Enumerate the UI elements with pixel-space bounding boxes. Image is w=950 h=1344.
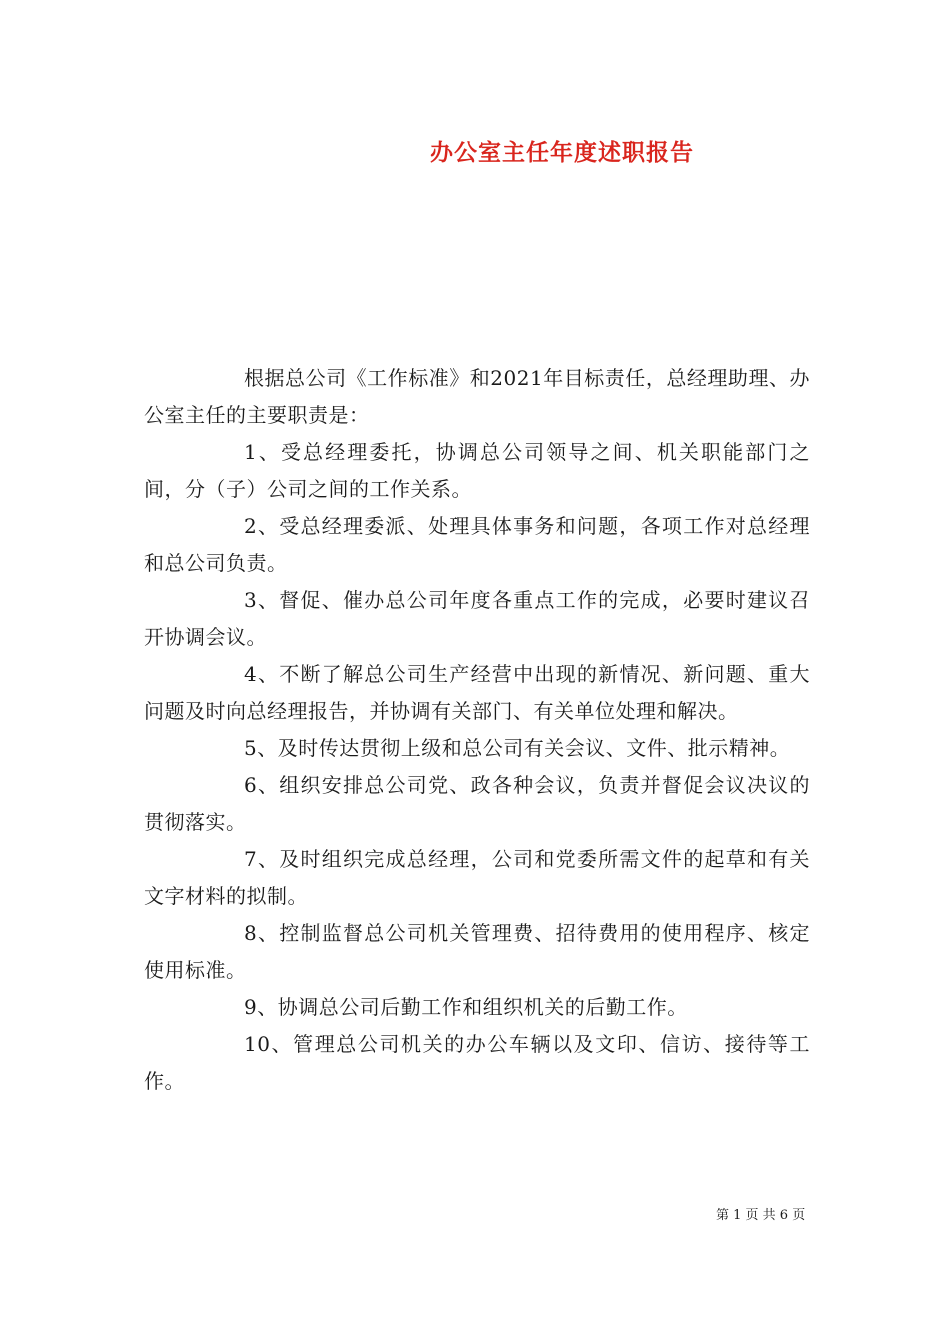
paragraph-item-5: 5、及时传达贯彻上级和总公司有关会议、文件、批示精神。 xyxy=(244,736,791,760)
paragraph-item-1: 1、受总经理委托，协调总公司领导之间、机关职能部门之间，分（子）公司之间的工作关系。 xyxy=(144,440,810,501)
paragraph-item-8: 8、控制监督总公司机关管理费、招待费用的使用程序、核定使用标准。 xyxy=(144,921,810,982)
paragraph-item-4: 4、不断了解总公司生产经营中出现的新情况、新问题、重大问题及时向总经理报告，并协调有关部门、有关单位处理和解决。 xyxy=(144,662,810,723)
paragraph-item-2: 2、受总经理委派、处理具体事务和问题，各项工作对总经理和总公司负责。 xyxy=(144,514,810,575)
paragraph-item-7: 7、及时组织完成总经理，公司和党委所需文件的起草和有关文字材料的拟制。 xyxy=(144,847,810,908)
document-title: 办公室主任年度述职报告 xyxy=(430,139,694,166)
paragraph-item-9: 9、协调总公司后勤工作和组织机关的后勤工作。 xyxy=(244,995,688,1019)
document-body xyxy=(144,360,810,1100)
paragraph-intro: 根据总公司《工作标准》和2021年目标责任，总经理助理、办公室主任的主要职责是： xyxy=(144,366,810,427)
page-number-footer: 第 1 页 共 6 页 xyxy=(716,1208,806,1223)
paragraph-item-10: 10、管理总公司机关的办公车辆以及文印、信访、接待等工作。 xyxy=(144,1032,810,1093)
paragraph-item-6: 6、组织安排总公司党、政各种会议，负责并督促会议决议的贯彻落实。 xyxy=(144,773,810,834)
paragraph-item-3: 3、督促、催办总公司年度各重点工作的完成，必要时建议召开协调会议。 xyxy=(144,588,810,649)
